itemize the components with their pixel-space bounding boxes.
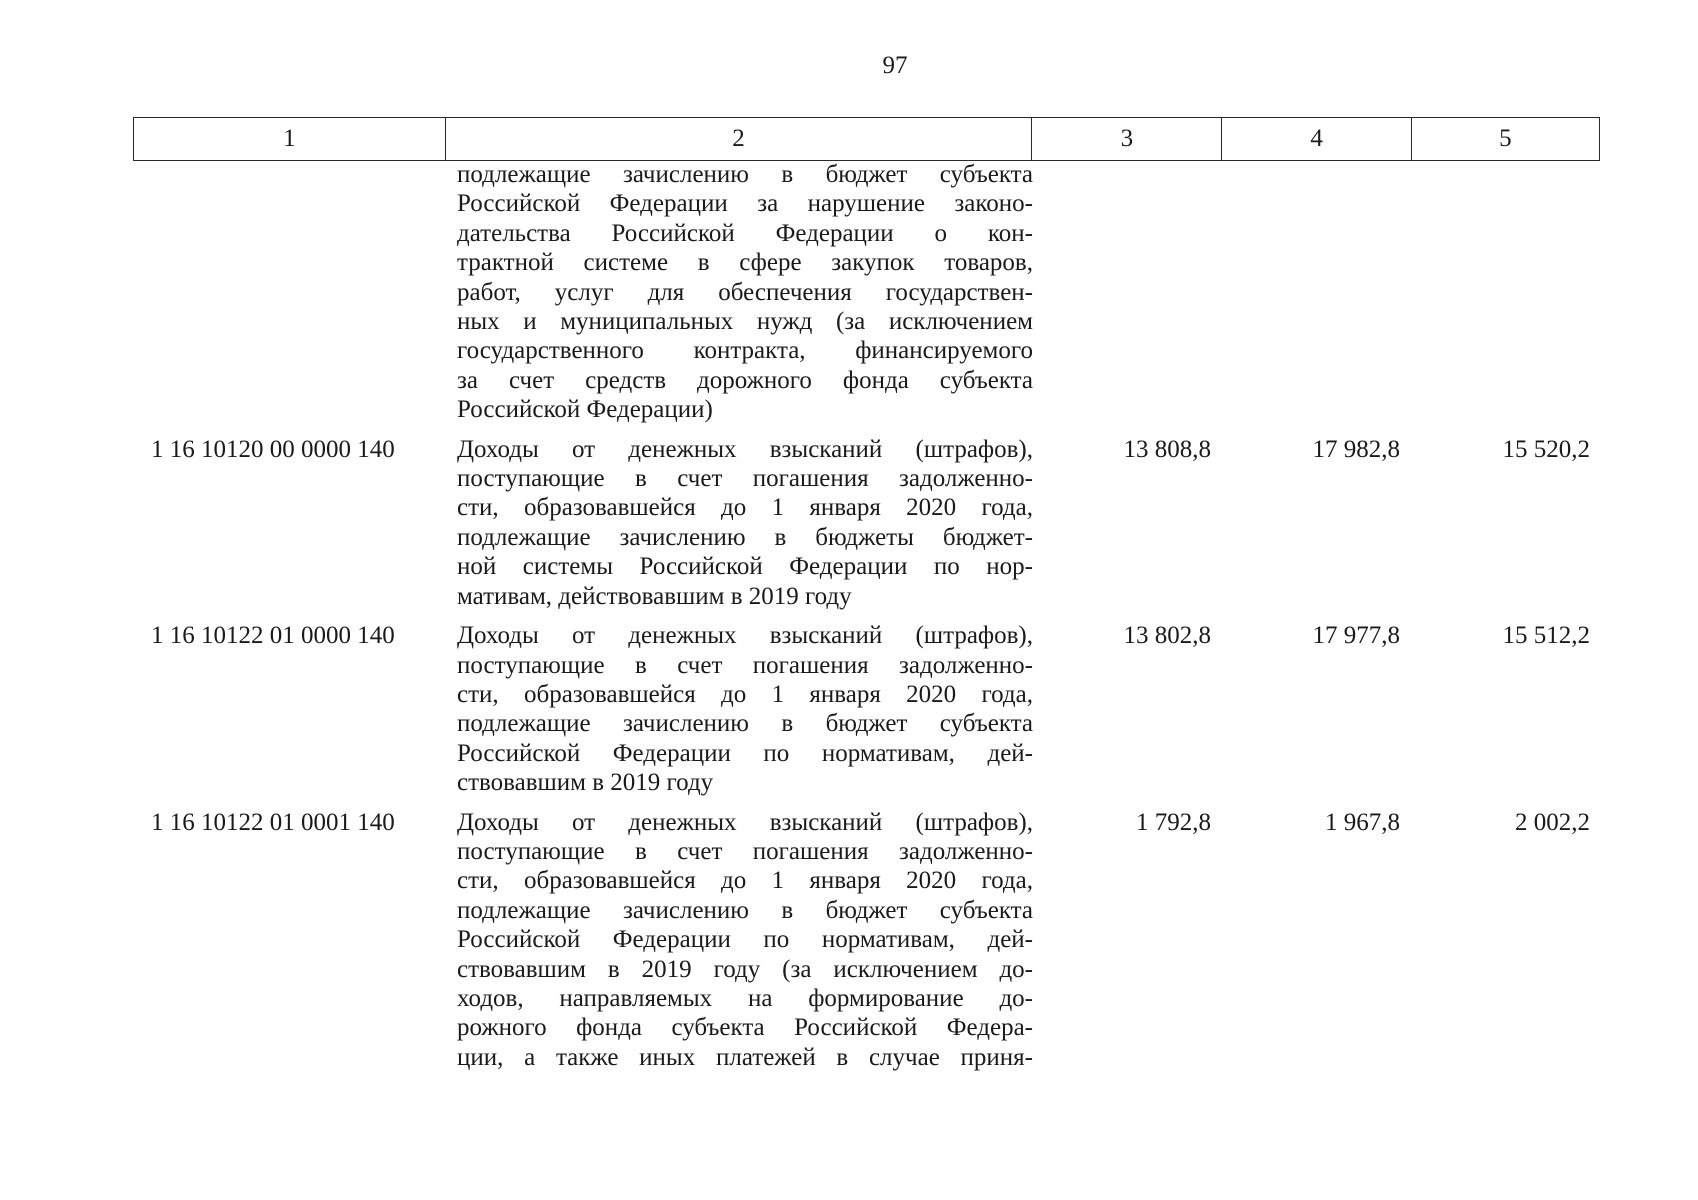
column-header-5: 5 (1411, 118, 1599, 161)
description-line: Доходы от денежных взысканий (штрафов), (457, 622, 1033, 650)
description-line: подлежащие зачислению в бюджет субъекта (457, 710, 1033, 738)
table-row (133, 160, 1600, 425)
column-header-4: 4 (1222, 118, 1411, 161)
description-line: ции, а также иных платежей в случае приня- (457, 1043, 1033, 1071)
column-header-3: 3 (1032, 118, 1222, 161)
description-line: сти, образовавшейся до 1 января 2020 года, (457, 867, 1033, 895)
income-description (445, 621, 1033, 797)
description-line: государственного контракта, финансируемого (457, 337, 1033, 365)
description-line: за счет средств дорожного фонда субъекта (457, 366, 1033, 394)
value-col-4: 17 982,8 (1312, 435, 1400, 463)
description-line: Российской Федерации по нормативам, дей- (457, 739, 1033, 767)
value-col-5: 2 002,2 (1515, 808, 1590, 836)
page-number: 97 (882, 52, 908, 79)
value-col-3: 1 792,8 (1136, 808, 1211, 836)
description-line: ствовавшим в 2019 году (457, 769, 714, 797)
description-line: Российской Федерации по нормативам, дей- (457, 926, 1033, 954)
description-line: рожного фонда субъекта Российской Федера- (457, 1014, 1033, 1042)
description-line: работ, услуг для обеспечения государствен- (457, 278, 1033, 306)
value-col-4: 1 967,8 (1325, 808, 1400, 836)
table-row (133, 808, 1600, 1073)
column-header-row (134, 118, 1600, 161)
column-header-table (133, 117, 1600, 161)
description-line: Доходы от денежных взысканий (штрафов), (457, 435, 1033, 463)
description-line: сти, образовавшейся до 1 января 2020 года, (457, 680, 1033, 708)
value-col-3: 13 802,8 (1123, 622, 1211, 650)
value-col-3: 13 808,8 (1123, 435, 1211, 463)
column-header-2: 2 (445, 118, 1032, 161)
description-line: Российской Федерации) (457, 396, 713, 424)
description-line: дательства Российской Федерации о кон- (457, 219, 1033, 247)
description-line: подлежащие зачислению в бюджет субъекта (457, 896, 1033, 924)
column-header-1: 1 (134, 118, 446, 161)
value-col-4: 17 977,8 (1312, 622, 1400, 650)
description-line: поступающие в счет погашения задолженно- (457, 465, 1033, 493)
income-description (445, 435, 1033, 611)
description-line: мативам, действовавшим в 2019 году (457, 582, 852, 610)
description-line: ной системы Российской Федерации по нор- (457, 553, 1033, 581)
budget-code: 1 16 10122 01 0001 140 (151, 808, 395, 836)
income-description (445, 808, 1033, 1073)
table-row (133, 621, 1600, 797)
value-col-5: 15 512,2 (1502, 622, 1590, 650)
description-line: сти, образовавшейся до 1 января 2020 года, (457, 494, 1033, 522)
description-line: трактной системе в сфере закупок товаров, (457, 249, 1033, 277)
budget-code: 1 16 10122 01 0000 140 (151, 622, 395, 650)
description-line: ствовавшим в 2019 году (за исключением до- (457, 955, 1033, 983)
table-body (133, 160, 1600, 1072)
value-col-5: 15 520,2 (1502, 435, 1590, 463)
table-row (133, 435, 1600, 611)
description-line: ходов, направляемых на формирование до- (457, 984, 1033, 1012)
description-line: Доходы от денежных взысканий (штрафов), (457, 808, 1033, 836)
description-line: поступающие в счет погашения задолженно- (457, 837, 1033, 865)
description-line: Российской Федерации за нарушение законо- (457, 190, 1033, 218)
description-line: подлежащие зачислению в бюджет субъекта (457, 161, 1033, 188)
description-line: ных и муниципальных нужд (за исключением (457, 308, 1033, 336)
description-line: поступающие в счет погашения задолженно- (457, 651, 1033, 679)
description-line: подлежащие зачислению в бюджеты бюджет- (457, 523, 1033, 551)
budget-code: 1 16 10120 00 0000 140 (151, 435, 395, 463)
income-description (445, 160, 1033, 425)
